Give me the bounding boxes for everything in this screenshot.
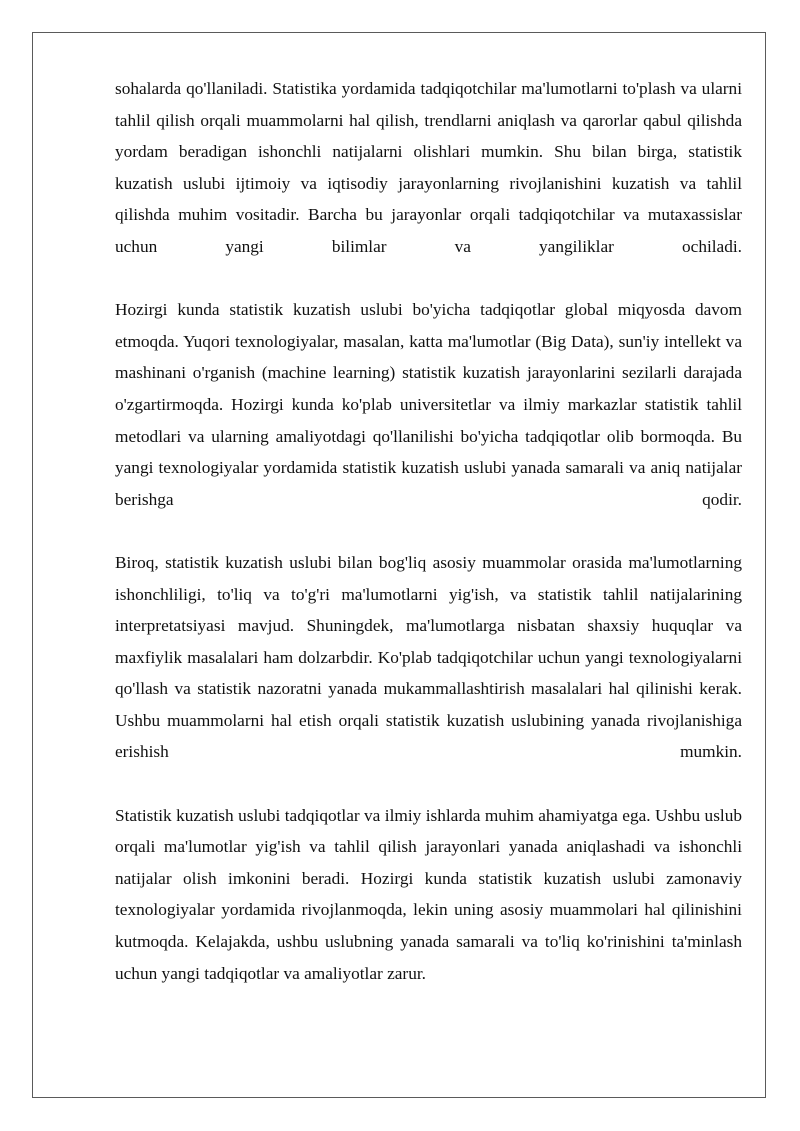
paragraph-4: Statistik kuzatish uslubi tadqiqotlar va ilmiy ishlarda muhim ahamiyatga ega. Ushbu uslub orqali ma'lumotlar yig'ish va tahlil qilish jarayonlari yanada aniqlashadi va ishonchli natijalar olish imkonini beradi. Hozirgi kunda statistik kuzatish uslubi zamonaviy texnologiyalar yordamida rivojlanmoqda, lekin uning asosiy muammolari hal qilinishini kutmoqda. Kelajakda, ushbu uslubning yanada samarali va to'liq ko'rinishini ta'minlash uchun yangi tadqiqotlar va amaliyotlar zarur. <box>115 805 742 983</box>
paragraph-3: Biroq, statistik kuzatish uslubi bilan bog'liq asosiy muammolar orasida ma'lumotlarning ishonchliligi, to'liq va to'g'ri ma'lumotlarni yig'ish, va statistik tahlil natijalarining interpretatsiyasi mavjud. Shuningdek, ma'lumotlarga nisbatan shaxsiy huquqlar va maxfiylik masalalari ham dolzarbdir. Ko'plab tadqiqotchilar uchun yangi texnologiyalarni qo'llash va statistik nazoratni yanada mukammallashtirish masalalari hal qilinishi kerak. Ushbu muammolarni hal etish orqali statistik kuzatish uslubining yanada rivojlanishiga erishish mumkin. <box>115 552 742 762</box>
paragraph-2: Hozirgi kunda statistik kuzatish uslubi bo'yicha tadqiqotlar global miqyosda davom etmoqda. Yuqori texnologiyalar, masalan, katta ma'lumotlar (Big Data), sun'iy intellekt va mashinani o'rganish (machine learning) statistik kuzatish jarayonlarini sezilarli darajada o'zgartirmoqda. Hozirgi kunda ko'plab universitetlar va ilmiy markazlar statistik tahlil metodlari va ularning amaliyotdagi qo'llanilishi bo'yicha tadqiqotlar olib bormoqda. Bu yangi texnologiyalar yordamida statistik kuzatish uslubi yanada samarali va aniq natijalar berishga qodir. <box>115 300 742 509</box>
document-body <box>115 73 742 989</box>
paragraph-1: sohalarda qo'llaniladi. Statistika yordamida tadqiqotchilar ma'lumotlarni to'plash va ularni tahlil qilish orqali muammolarni hal qilish, trendlarni aniqlash va qarorlar qabul qilishda yordam beradigan ishonchli natijalarni olishlari mumkin. Shu bilan birga, statistik kuzatish uslubi ijtimoiy va iqtisodiy jarayonlarning rivojlanishini kuzatish va tahlil qilishda muhim vositadir. Barcha bu jarayonlar orqali tadqiqotchilar va mutaxassislar uchun yangi bilimlar va yangiliklar ochiladi. <box>115 79 742 256</box>
